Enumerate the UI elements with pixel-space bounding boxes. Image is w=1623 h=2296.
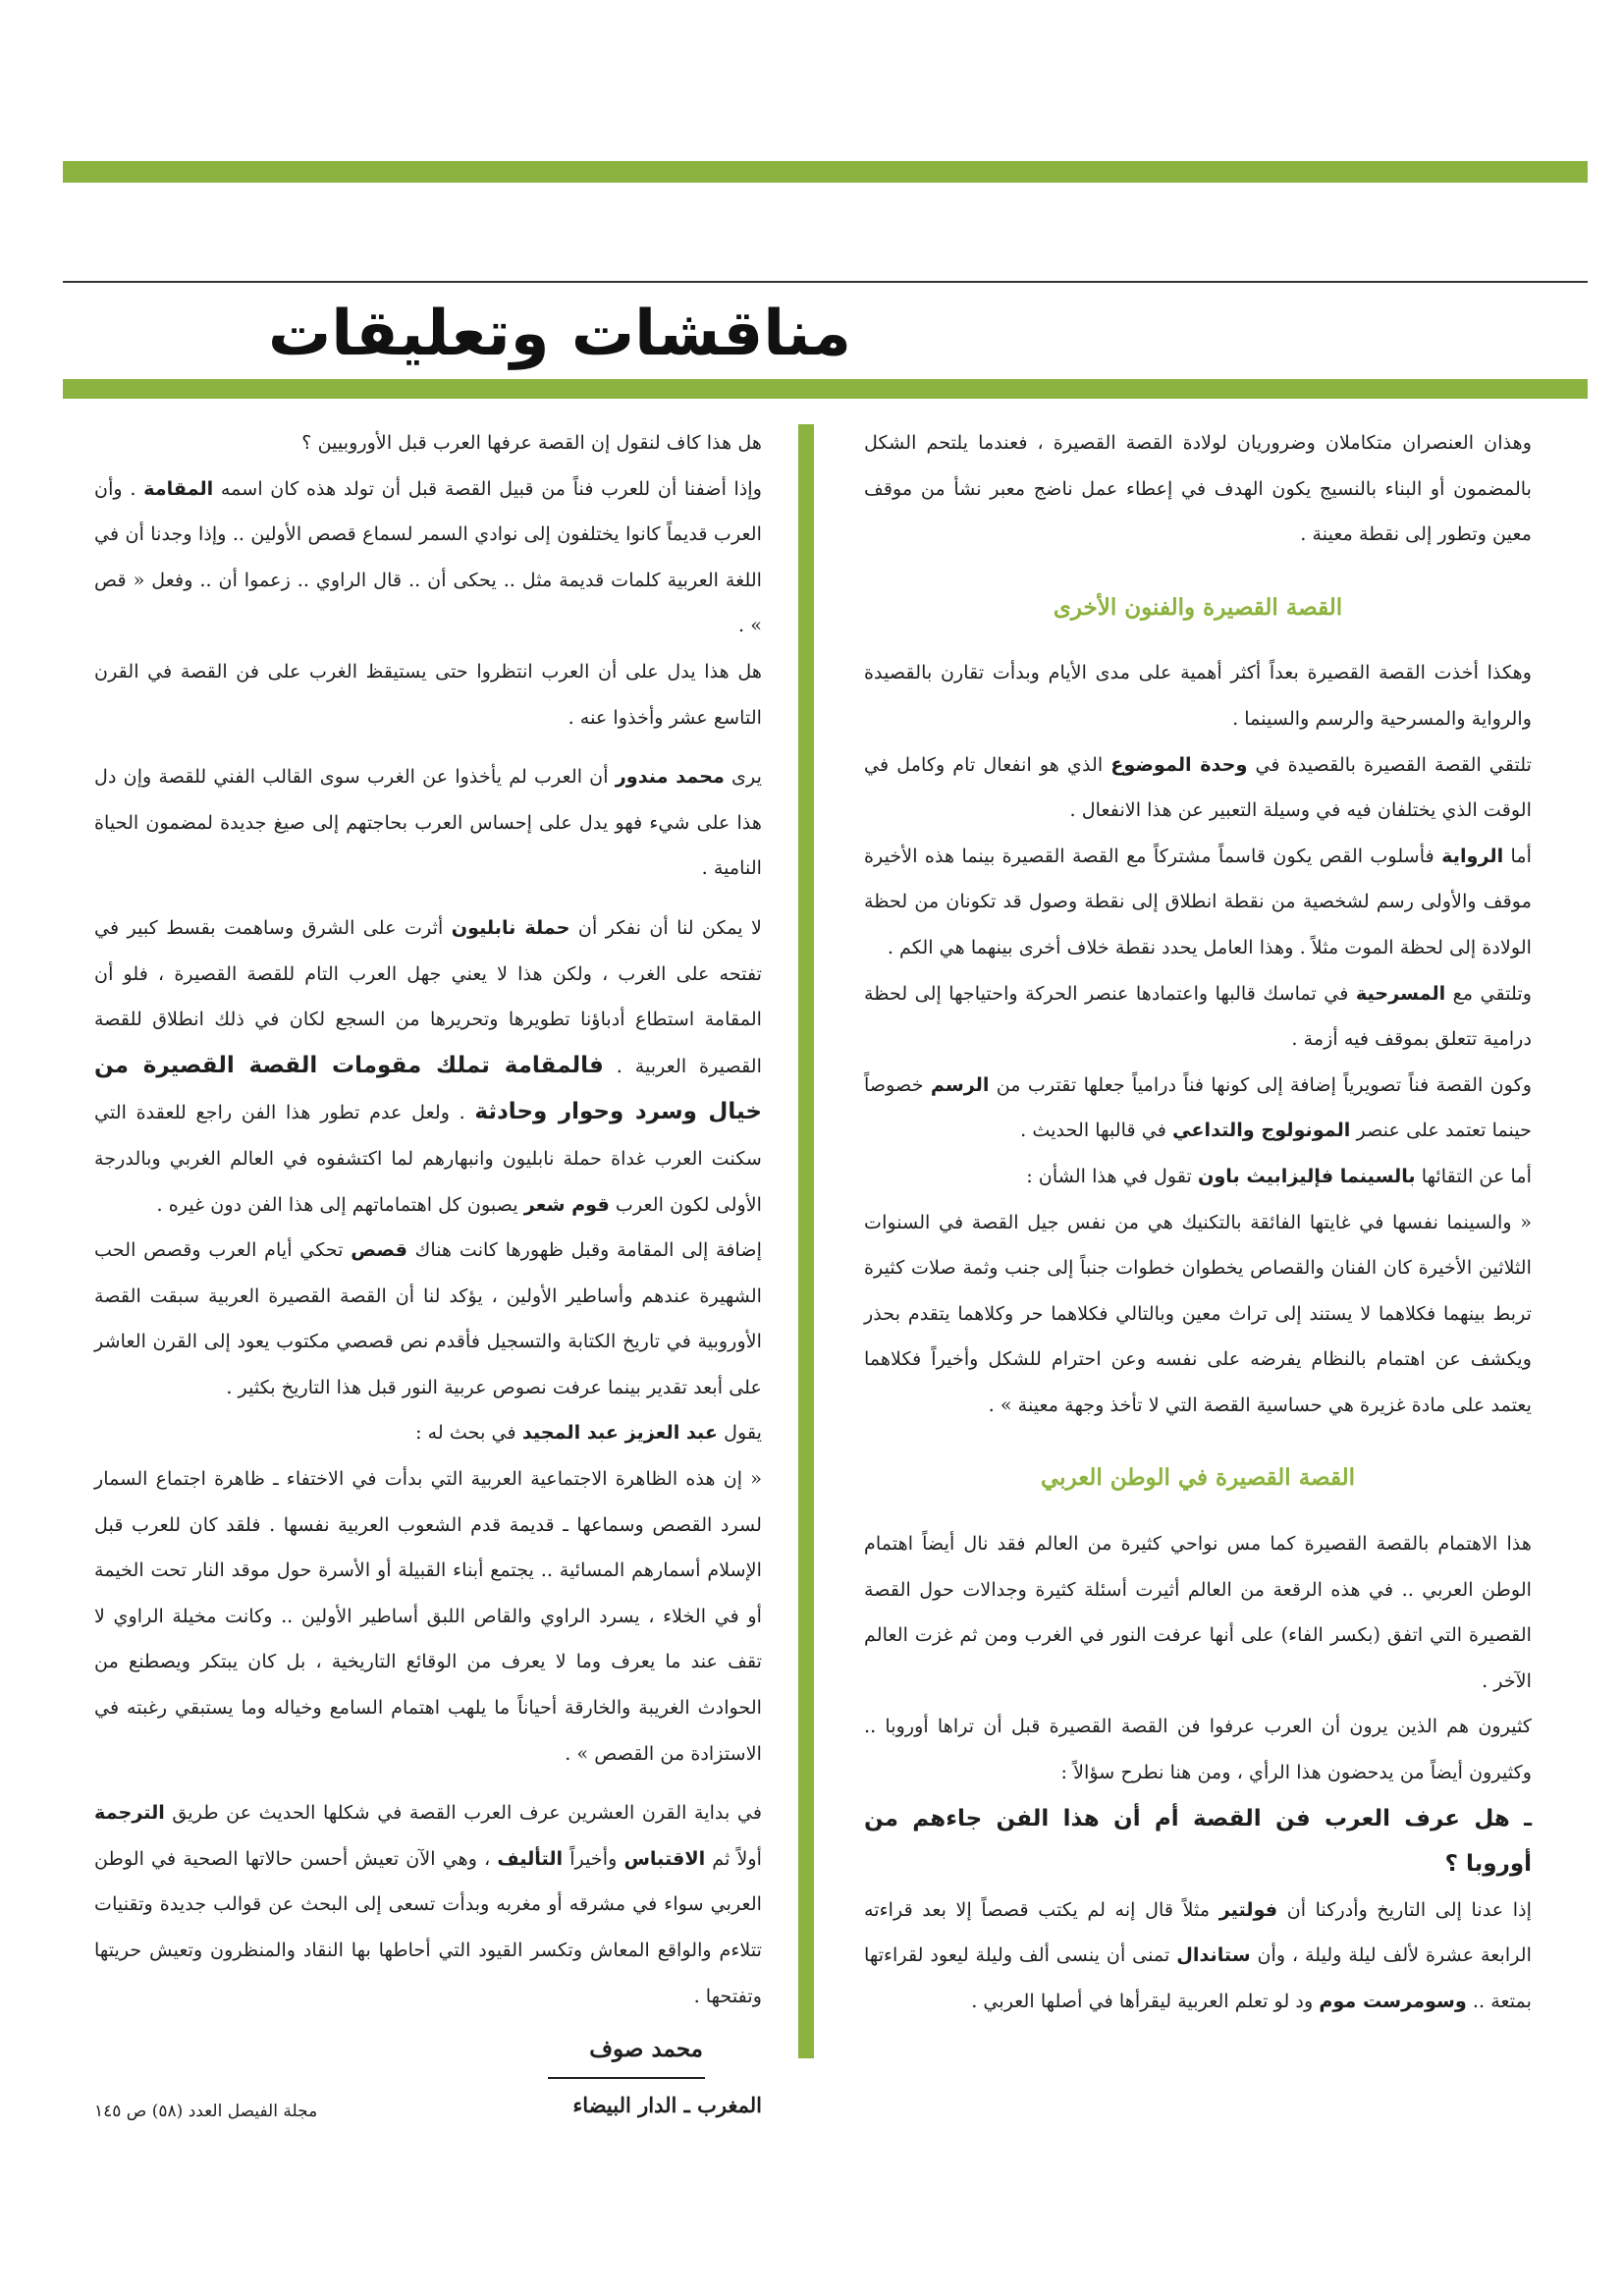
bold-term: حملة نابليون — [451, 915, 570, 939]
paragraph: هل هذا كاف لنقول إن القصة عرفها العرب قبل الأوروبيين ؟ — [301, 431, 762, 454]
author-name: محمد صوف — [589, 2036, 703, 2063]
column-divider — [798, 424, 814, 2058]
bold-term: الاقتباس — [623, 1846, 706, 1870]
bold-term: فولتير — [1218, 1897, 1278, 1921]
page-footer: مجلة الفيصل العدد (٥٨) ص ١٤٥ — [94, 2102, 318, 2121]
top-green-band — [63, 161, 1588, 183]
paragraph: هذا الاهتمام بالقصة القصيرة كما مس نواحي كثيرة من العالم فقد نال أيضاً اهتمام الوطن العربي .. في هذه الرقعة من العالم أثيرت أسئلة كثيرة وجدالات حول القصة القصيرة التي اتفق (بكسر الفاء) على أنها عرفت النور في الغرب ومن ثم غزت العالم الآخر . — [864, 1532, 1532, 1692]
bold-term: المونولوج والتداعي — [1172, 1119, 1351, 1142]
paragraph: أما عن التقائها بالسينما فإليزابيث باون تقول في هذا الشأن : — [1026, 1164, 1532, 1187]
bold-term: المسرحية — [1355, 981, 1446, 1005]
subheading-short-story-arab-world: القصة القصيرة في الوطن العربي — [1040, 1464, 1355, 1492]
title-top-rule — [63, 281, 1588, 283]
bold-term: وحدة الموضوع — [1110, 752, 1248, 776]
paragraph: وتلتقي مع المسرحية في تماسك قالبها واعتمادها عنصر الحركة واحتياجها إلى لحظة درامية تتعلق بموقف فيه أزمة . — [864, 981, 1532, 1051]
paragraph: وهكذا أخذت القصة القصيرة بعداً أكثر أهمية على مدى الأيام وبدأت تقارن بالقصيدة والرواية والمسرحية والرسم والسينما . — [864, 661, 1532, 730]
paragraph: تلتقي القصة القصيرة بالقصيدة في وحدة الموضوع الذي هو انفعال تام وكامل في الوقت الذي يختلفان فيه في وسيلة التعبير عن هذا الانفعال . — [864, 752, 1532, 822]
bold-term: فالمقامة تملك مقومات القصة القصيرة من خيال وسرد وحوار وحادثة — [94, 1052, 762, 1125]
paragraph: كثيرون هم الذين يرون أن العرب عرفوا فن القصة القصيرة قبل أن تراها أوروبا .. وكثيرون أيضاً من يدحضون هذا الرأي ، ومن هنا نطرح سؤالاً : — [864, 1715, 1532, 1784]
bold-term: الرسم — [930, 1072, 990, 1096]
paragraph: إذا عدنا إلى التاريخ وأدركنا أن فولتير مثلاً قال إنه لم يكتب قصصاً إلا بعد قراءته الرابعة عشرة لألف ليلة وليلة ، وأن ستاندال تمنى أن ينسى ألف وليلة ليعود لقراءتها بمتعة .. وسومرست موم ود لو تعلم العربية ليقرأها في أصلها العربي . — [864, 1897, 1533, 2012]
paragraph: في بداية القرن العشرين عرف العرب القصة في شكلها الحديث عن طريق الترجمة أولاً ثم الاقتباس وأخيراً التأليف ، وهي الآن تعيش أحسن حالاتها الصحية في الوطن العربي سواء في مشرقه أو مغربه وبدأت تسعى إلى البحث عن قوالب جديدة وتقنيات تتلاءم والواقع المعاش وتكسر القيود التي أحاطها بها النقاد والمنظرون وتعيش حريتها وتفتحها . — [94, 1801, 763, 2007]
bold-term: الترجمة — [94, 1801, 165, 1825]
paragraph: لا يمكن لنا أن نفكر أن حملة نابليون أثرت على الشرق وساهمت بقسط كبير في تفتحه على الغرب ، ولكن هذا لا يعني جهل العرب التام للقصة القصيرة ، فلو أن المقامة استطاع أدباؤنا تطويرها وتحريرها من السجع لكان في ذلك انطلاق للقصة القصيرة العربية . فالمقامة تملك مقومات القصة القصيرة من خيال وسرد وحوار وحادثة . ولعل عدم تطور هذا الفن راجع للعقدة التي سكنت العرب غداة حملة نابليون وانبهارهم لما اكتشفوه في العالم الغربي وبالدرجة الأولى لكون العرب قوم شعر يصبون كل اهتماماتهم إلى هذا الفن دون غيره . — [94, 915, 762, 1216]
paragraph: وكون القصة فناً تصويرياً إضافة إلى كونها فناً درامياً جعلها تقترب من الرسم خصوصاً حينما تعتمد على عنصر المونولوج والتداعي في قالبها الحديث . — [864, 1072, 1532, 1142]
bold-term: قوم شعر — [523, 1192, 610, 1216]
bold-term: بالسينما فإليزابيث باون — [1198, 1164, 1416, 1187]
author-location: المغرب ـ الدار البيضاء — [572, 2092, 762, 2117]
signature-underline — [548, 2077, 705, 2079]
bold-term: المقامة — [143, 476, 214, 500]
question-paragraph: ـ هل عرف العرب فن القصة أم أن هذا الفن جاءهم من أوروبا ؟ — [864, 1805, 1532, 1878]
right-column — [864, 420, 1532, 2025]
bold-term: عبد العزيز عبد المجيد — [521, 1421, 718, 1445]
paragraph: وهذان العنصران متكاملان وضروريان لولادة القصة القصيرة ، فعندما يلتحم الشكل بالمضمون أو البناء بالنسيج يكون الهدف في إعطاء عمل ناضج معبر نشأ من موقف معين وتطور إلى نقطة معينة . — [864, 431, 1532, 546]
bold-term: التأليف — [497, 1846, 564, 1870]
bold-term: محمد مندور — [615, 765, 725, 789]
paragraph: هل هذا يدل على أن العرب انتظروا حتى يستيقظ الغرب على فن القصة في القرن التاسع عشر وأخذوا عنه . — [94, 659, 762, 729]
paragraph: وإذا أضفنا أن للعرب فناً من قبيل القصة قبل أن تولد هذه كان اسمه المقامة . وأن العرب قديماً كانوا يختلفون إلى نوادي السمر لسماع قصص الأولين .. وإذا وجدنا أن في اللغة العربية كلمات قديمة مثل .. يحكى أن .. قال الراوي .. زعموا أن .. وفعل « قص » . — [94, 476, 762, 637]
section-title: مناقشات وتعليقات — [267, 298, 852, 370]
bold-term: الرواية — [1441, 844, 1504, 867]
quote-paragraph: « والسينما نفسها في غايتها الفائقة بالتكنيك هي من نفس جيل القصة في السنوات الثلاثين الأخيرة كان الفنان والقصاص يخطوان خطوات جنباً إلى جنب وثمة صلات كثيرة تربط بينهما فكلاهما لا يستند إلى تراث معين وبالتالي فكلاهما حر وكلاهما يتقدم بحذر ويكشف عن اهتمام بالنظام يفرضه على نفسه وعن احترام للشكل وأخيراً فكلاهما يعتمد على مادة غزيرة هي حساسية القصة التي لا تأخذ وجهة معينة » . — [864, 1210, 1532, 1416]
paragraph: إضافة إلى المقامة وقبل ظهورها كانت هناك قصص تحكي أيام العرب وقصص الحب الشهيرة عندهم وأساطير الأولين ، يؤكد لنا أن القصة القصيرة العربية سبقت القصة الأوروبية في تاريخ الكتابة والتسجيل فأقدم نص قصصي مكتوب يعود إلى القرن العاشر على أبعد تقدير بينما عرفت نصوص عربية النور قبل هذا التاريخ بكثير . — [94, 1238, 762, 1398]
bold-term: قصص — [351, 1238, 407, 1262]
title-bottom-band — [63, 379, 1588, 399]
paragraph: أما الرواية فأسلوب القص يكون قاسماً مشتركاً مع القصة القصيرة بينما هذه الأخيرة موقف والأولى رسم لشخصية من نقطة انطلاق إلى نقطة وصول قد تكونان من لحظة الولادة إلى لحظة الموت مثلاً . وهذا العامل يحدد نقطة خلاف أخرى بينهما هي الكم . — [864, 844, 1532, 958]
bold-term: ستاندال — [1176, 1943, 1251, 1967]
subheading-short-story-and-arts: القصة القصيرة والفنون الأخرى — [1053, 593, 1343, 621]
bold-term: وسومرست موم — [1319, 1990, 1467, 2012]
quote-paragraph: « إن هذه الظاهرة الاجتماعية العربية التي بدأت في الاختفاء ـ ظاهرة اجتماع السمار لسرد القصص وسماعها ـ قديمة قدم الشعوب العربية نفسها . فلقد كان للعرب قبل الإسلام أسمارهم المسائية .. يجتمع أبناء القبيلة أو الأسرة حول موقد النار تحت الخيمة أو في الخلاء ، يسرد الراوي والقاص اللبق أساطير الأولين .. وكانت مخيلة الراوي لا تقف عند ما يعرف وما لا يعرف من الوقائع التاريخية ، بل كان يبتكر ويصطنع من الحوادث الغريبة والخارقة أحياناً ما يلهب اهتمام السامع وخياله وما يستبقي رغبته في الاستزادة من القصص » . — [94, 1467, 762, 1765]
left-column — [94, 420, 762, 2128]
paragraph: يقول عبد العزيز عبد المجيد في بحث له : — [415, 1421, 762, 1445]
paragraph: يرى محمد مندور أن العرب لم يأخذوا عن الغرب سوى القالب الفني للقصة وإن دل هذا على شيء فهو يدل على إحساس العرب بحاجتهم إلى صيغ جديدة لمضمون الحياة النامية . — [94, 765, 762, 880]
